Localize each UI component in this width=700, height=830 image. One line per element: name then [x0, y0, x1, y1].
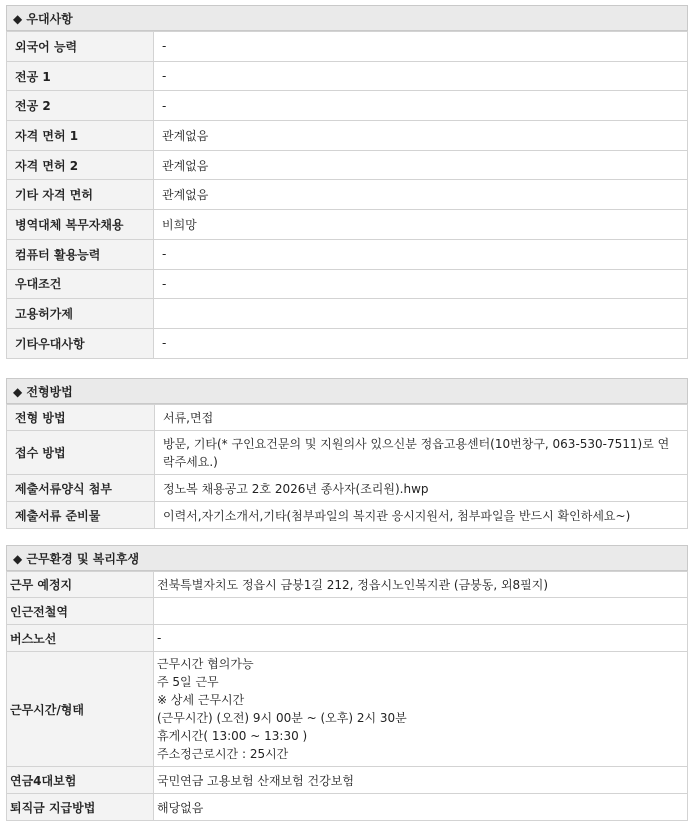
table-row — [7, 598, 688, 625]
work-hours-line: 주 5일 근무 — [157, 675, 219, 689]
row-value: 국민연금 고용보험 산재보험 건강보험 — [154, 767, 688, 794]
row-value — [154, 299, 688, 329]
row-value: 관계없음 — [154, 121, 688, 151]
table-row — [7, 625, 688, 652]
table-row — [7, 239, 688, 269]
row-label: 기타 자격 면허 — [7, 180, 154, 210]
row-label: 인근전철역 — [7, 598, 154, 625]
work-hours-value — [154, 652, 688, 767]
section-header: ◆ 우대사항 — [6, 5, 688, 31]
selection-table — [6, 404, 688, 529]
row-value: 서류,면접 — [155, 405, 688, 431]
table-row — [7, 652, 688, 767]
row-label: 컴퓨터 활용능력 — [7, 239, 154, 269]
table-row — [7, 121, 688, 151]
row-label: 우대조건 — [7, 269, 154, 299]
row-value: - — [154, 32, 688, 62]
welfare-table — [6, 571, 688, 821]
table-row — [7, 767, 688, 794]
row-label: 자격 면허 2 — [7, 150, 154, 180]
row-label: 전공 2 — [7, 91, 154, 121]
row-value: - — [154, 61, 688, 91]
section-header: ◆ 전형방법 — [6, 378, 688, 404]
row-value: - — [154, 328, 688, 358]
row-label: 근무 예정지 — [7, 572, 154, 598]
row-label: 연금4대보험 — [7, 767, 154, 794]
row-label: 자격 면허 1 — [7, 121, 154, 151]
section-header: ◆ 근무환경 및 복리후생 — [6, 545, 688, 571]
table-row — [7, 61, 688, 91]
table-row — [7, 502, 688, 529]
preferential-section — [6, 5, 688, 359]
work-hours-line: 근무시간 협의가능 — [157, 657, 254, 671]
table-row — [7, 572, 688, 598]
row-label: 전형 방법 — [7, 405, 155, 431]
preferential-table — [6, 31, 688, 359]
row-value: 이력서,자기소개서,기타(첨부파일의 복지관 응시지원서, 첨부파일을 반드시 확인하세요~) — [155, 502, 688, 529]
row-label: 병역대체 복무자채용 — [7, 210, 154, 240]
table-row — [7, 299, 688, 329]
table-row — [7, 91, 688, 121]
selection-section — [6, 378, 688, 529]
row-value: 관계없음 — [154, 150, 688, 180]
work-hours-line: (근무시간) (오전) 9시 00분 ~ (오후) 2시 30분 — [157, 711, 407, 725]
work-hours-line: 휴게시간( 13:00 ~ 13:30 ) — [157, 729, 308, 743]
table-row — [7, 210, 688, 240]
table-row — [7, 794, 688, 821]
row-value: - — [154, 91, 688, 121]
row-label: 기타우대사항 — [7, 328, 154, 358]
work-hours-line: ※ 상세 근무시간 — [157, 693, 245, 707]
row-label: 버스노선 — [7, 625, 154, 652]
row-label: 전공 1 — [7, 61, 154, 91]
row-value: 관계없음 — [154, 180, 688, 210]
row-label: 제출서류 준비물 — [7, 502, 155, 529]
table-row — [7, 150, 688, 180]
table-row — [7, 431, 688, 475]
row-value: 해당없음 — [154, 794, 688, 821]
attachment-link[interactable]: 정노복 채용공고 2호 2026년 종사자(조리원).hwp — [155, 475, 688, 502]
row-label: 근무시간/형태 — [7, 652, 154, 767]
work-hours-line: 주소정근로시간 : 25시간 — [157, 747, 289, 761]
row-value: - — [154, 269, 688, 299]
row-value: - — [154, 625, 688, 652]
row-value: 전북특별자치도 정읍시 금붕1길 212, 정읍시노인복지관 (금붕동, 외8필지) — [154, 572, 688, 598]
row-value — [154, 598, 688, 625]
row-label: 외국어 능력 — [7, 32, 154, 62]
welfare-section — [6, 545, 688, 821]
row-value: 방문, 기타(* 구인요건문의 및 지원의사 있으신분 정읍고용센터(10번창구, 063-530-7511)로 연락주세요.) — [155, 431, 688, 475]
table-row — [7, 269, 688, 299]
table-row — [7, 405, 688, 431]
row-label: 제출서류양식 첨부 — [7, 475, 155, 502]
row-label: 퇴직금 지급방법 — [7, 794, 154, 821]
row-value: 비희망 — [154, 210, 688, 240]
table-row — [7, 328, 688, 358]
table-row — [7, 180, 688, 210]
row-value: - — [154, 239, 688, 269]
row-label: 접수 방법 — [7, 431, 155, 475]
table-row — [7, 32, 688, 62]
table-row — [7, 475, 688, 502]
row-label: 고용허가제 — [7, 299, 154, 329]
